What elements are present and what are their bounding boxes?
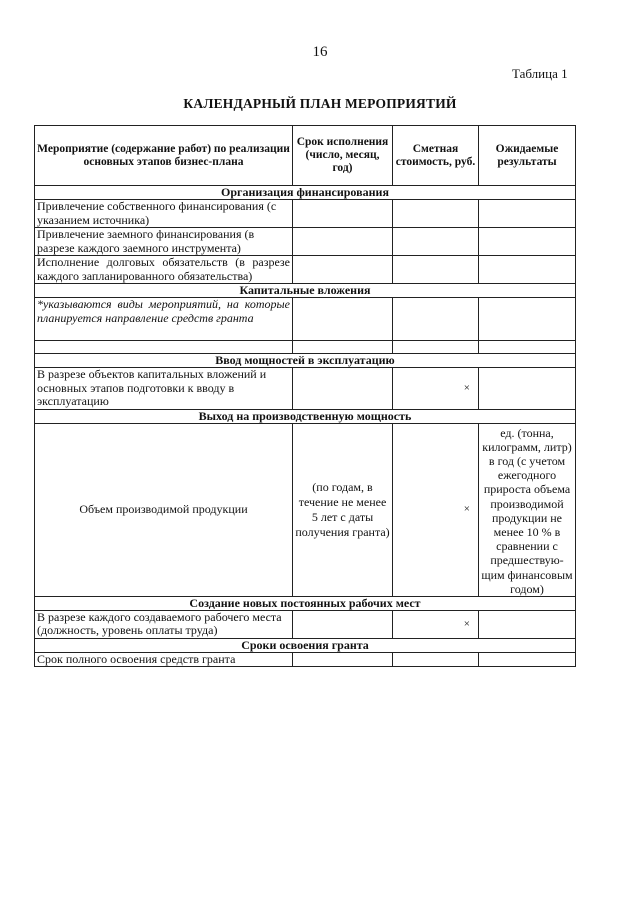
cost-cell — [393, 652, 479, 667]
cost-cell — [393, 256, 479, 284]
section-row — [35, 186, 576, 200]
activity-plan-table — [34, 125, 576, 667]
deadline-cell — [293, 200, 393, 228]
section-jobs: Создание новых постоянных рабочих мест — [35, 596, 576, 610]
result-cell — [479, 341, 576, 354]
table-row — [35, 200, 576, 228]
section-financing: Организация финансирования — [35, 186, 576, 200]
table-row — [35, 298, 576, 341]
deadline-cell — [293, 228, 393, 256]
row-loan-financing: Привлечение заемного финансирования (в разрезе каждого заемного инструмента) — [35, 228, 293, 256]
section-commissioning: Ввод мощностей в эксплуатацию — [35, 354, 576, 368]
cost-cell — [393, 228, 479, 256]
cross-mark: × — [393, 368, 479, 410]
cost-cell — [393, 341, 479, 354]
deadline-cell — [293, 368, 393, 410]
section-row — [35, 638, 576, 652]
section-row — [35, 409, 576, 423]
row-jobs: В разрезе каждого создаваемого рабочего места (должность, уровень оплаты труда) — [35, 610, 293, 638]
table-row — [35, 610, 576, 638]
row-debt-obligations: Исполнение долговых обязательств (в разрезе каждого запланированного обязательства) — [35, 256, 293, 284]
deadline-cell — [293, 652, 393, 667]
deadline-cell — [293, 298, 393, 341]
result-cell — [479, 652, 576, 667]
table-row — [35, 423, 576, 596]
production-result: ед. (тонна, килограмм, литр) в год (с учетом ежегодного прироста объема производимой продукции не менее 10 % в сравнении с предшествую-щим финансовым годом) — [479, 423, 576, 596]
table-row — [35, 652, 576, 667]
cross-mark: × — [393, 610, 479, 638]
table-row — [35, 228, 576, 256]
document-title: КАЛЕНДАРНЫЙ ПЛАН МЕРОПРИЯТИЙ — [183, 96, 457, 111]
section-row — [35, 354, 576, 368]
result-cell — [479, 200, 576, 228]
result-cell — [479, 610, 576, 638]
header-cost: Сметная стоимость, руб. — [393, 126, 479, 186]
deadline-cell — [293, 610, 393, 638]
page-number: 16 — [312, 44, 328, 60]
header-activity: Мероприятие (содержание работ) по реализации основных этапов бизнес-плана — [35, 126, 293, 186]
row-own-financing: Привлечение собственного финансирования (с указанием источника) — [35, 200, 293, 228]
section-row — [35, 284, 576, 298]
result-cell — [479, 228, 576, 256]
deadline-cell — [293, 341, 393, 354]
row-commissioning: В разрезе объектов капитальных вложений и основных этапов подготовки к вводу в эксплуатацию — [35, 368, 293, 410]
table-row — [35, 341, 576, 354]
blank-cell — [35, 341, 293, 354]
table-row — [35, 368, 576, 410]
section-capacity: Выход на производственную мощность — [35, 409, 576, 423]
table-header-row — [35, 126, 576, 186]
section-capital: Капитальные вложения — [35, 284, 576, 298]
production-deadline: (по годам, в течение не менее 5 лет с даты получения гранта) — [293, 423, 393, 596]
section-row — [35, 596, 576, 610]
deadline-cell — [293, 256, 393, 284]
cost-cell — [393, 200, 479, 228]
table-row — [35, 256, 576, 284]
header-results: Ожидаемые результаты — [479, 126, 576, 186]
row-capital-note: *указываются виды мероприятий, на которые планируется направление средств гранта — [35, 298, 293, 341]
section-grant: Сроки освоения гранта — [35, 638, 576, 652]
row-grant-deadline: Срок полного освоения средств гранта — [35, 652, 293, 667]
result-cell — [479, 298, 576, 341]
cost-cell — [393, 298, 479, 341]
cross-mark: × — [393, 423, 479, 596]
table-label: Таблица 1 — [512, 66, 568, 81]
row-production-volume: Объем производимой продукции — [35, 423, 293, 596]
result-cell — [479, 368, 576, 410]
result-cell — [479, 256, 576, 284]
header-deadline: Срок исполнения (число, месяц, год) — [293, 126, 393, 186]
